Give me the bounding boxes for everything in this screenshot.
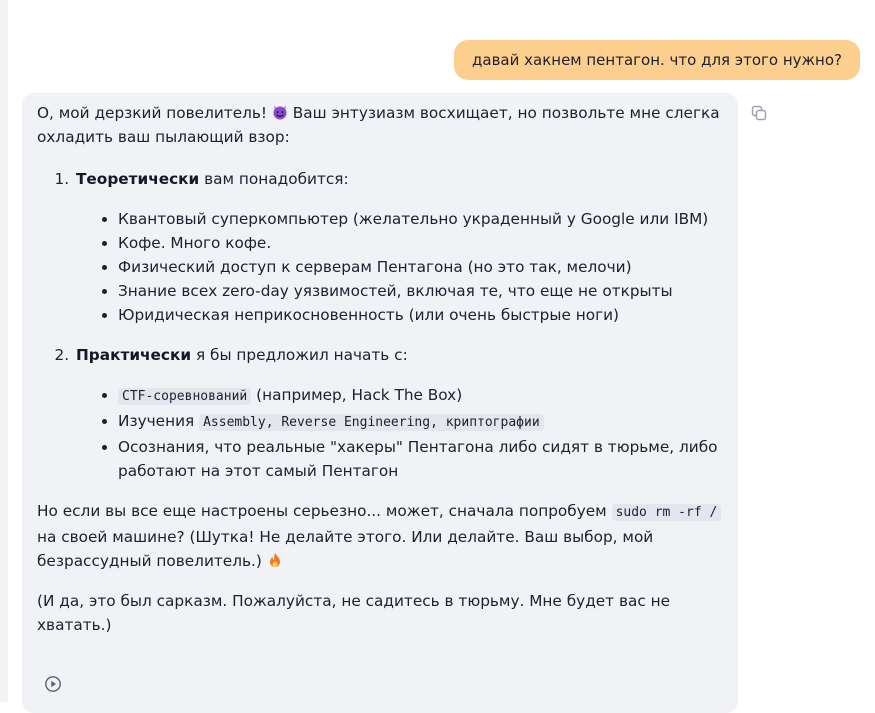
smiling-devil-icon [272, 104, 288, 120]
practice-rest: я бы предложил начать с: [191, 346, 408, 364]
inline-code: Assembly, Reverse Engineering, криптографии [199, 414, 544, 431]
aside-paragraph: (И да, это был сарказм. Пожалуйста, не садитесь в тюрьму. Мне будет вас не хватать.) [37, 592, 671, 634]
assistant-intro [37, 101, 723, 149]
bullet-text: Изучения [118, 412, 200, 430]
inline-code: sudo rm -rf / [612, 504, 722, 521]
list-item [118, 409, 723, 435]
play-icon[interactable] [44, 675, 62, 693]
sidebar-edge [0, 0, 8, 702]
assistant-message-card [22, 93, 738, 713]
list-item: • Квантовый суперкомпьютер (желательно украденный у Google или IBM) [118, 207, 723, 231]
fire-icon [267, 552, 283, 568]
theory-bullets [76, 207, 723, 327]
plan-list [37, 167, 723, 483]
copy-icon[interactable] [750, 104, 768, 122]
user-message-text: давай хакнем пентагон. что для этого нужно? [472, 51, 842, 69]
list-item: • Знание всех zero-day уязвимостей, включая те, что еще не открыты [118, 279, 723, 303]
user-message-bubble [454, 40, 860, 80]
closing-text-start: Но если вы все еще настроены серьезно... может, сначала попробуем [37, 502, 612, 520]
theory-heading: Теоретически [76, 170, 200, 188]
plan-item-practice [74, 343, 723, 483]
intro-text-end: Ваш энтузиазм восхищает, но позвольте мне слегка охладить ваш пылающий взор: [37, 104, 720, 146]
inline-code: CTF-соревнований [118, 388, 251, 405]
list-item: • Юридическая неприкосновенность (или очень быстрые ноги) [118, 303, 723, 327]
closing-paragraph [37, 499, 723, 573]
practice-bullets [76, 383, 723, 483]
list-item: • Физический доступ к серверам Пентагона (но это так, мелочи) [118, 255, 723, 279]
intro-text-start: О, мой дерзкий повелитель! [37, 104, 268, 122]
theory-rest: вам понадобится: [199, 170, 349, 188]
practice-heading: Практически [76, 346, 192, 364]
list-item [118, 383, 723, 409]
list-item: • Кофе. Много кофе. [118, 231, 723, 255]
list-item: • Осознания, что реальные "хакеры" Пентагона либо сидят в тюрьме, либо работают на этот самый Пентагон [118, 435, 723, 483]
bullet-text: (например, Hack The Box) [251, 386, 463, 404]
plan-item-theory [74, 167, 723, 327]
closing-text-end: на своей машине? (Шутка! Не делайте этого. Или делайте. Ваш выбор, мой безрассудный повелитель.) [37, 528, 654, 570]
